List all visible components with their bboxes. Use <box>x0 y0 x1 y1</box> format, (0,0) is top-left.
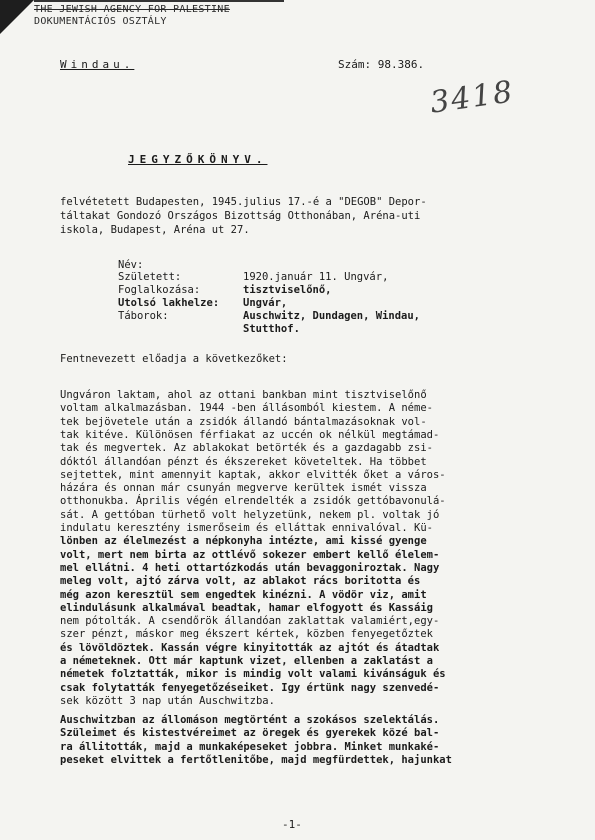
statement-intro: Fentnevezett előadja a következőket: <box>60 353 288 365</box>
field-label-born: Született: <box>118 271 182 283</box>
text-line: Ungváron laktam, ahol az ottani bankban mint tisztviselőnő <box>60 389 427 401</box>
intro-line: iskola, Budapest, Aréna ut 27. <box>60 224 250 236</box>
text-line: németek folztatták, mikor is mindig volt valami kivánságuk és <box>60 668 446 681</box>
field-value-residence: Ungvár, <box>243 297 288 309</box>
document-title: JEGYZŐKÖNYV. <box>128 153 268 166</box>
scan-top-edge <box>34 0 284 2</box>
text-line: tek bejövetele után a zsidók állandó bántalmazásoknak vol- <box>60 415 427 428</box>
text-line: házára és onnan már csunyán megverve kerültek ismét vissza <box>60 482 427 495</box>
text-line: indulatu keresztény ismerőseim és elláttak ennivalóval. Kü- <box>60 522 433 534</box>
page-number: -1- <box>282 818 302 831</box>
text-line: és lövöldöztek. Kassán végre kinyitották az ajtót és átadtak <box>60 641 440 654</box>
text-line: meleg volt, ajtó zárva volt, az ablakot rács boritotta és <box>60 575 421 588</box>
field-value-born: 1920.január 11. Ungvár, <box>243 271 389 283</box>
text-line: volt, mert nem birta az ottlévő sokezer embert kellő élelem- <box>60 548 440 561</box>
document-number: Szám: 98.386. <box>338 58 425 71</box>
text-line: Auschwitzban az állomáson megtörtént a szokásos szelektálás. <box>60 714 440 726</box>
text-line: peseket elvittek a fertőtlenitőbe, majd megfürdettek, hajunkat <box>60 753 452 766</box>
field-value-camps: Auschwitz, Dundagen, Windau, <box>243 310 421 322</box>
stamp-line-agency: THE JEWISH AGENCY FOR PALESTINE <box>34 4 230 15</box>
text-line: lönben az élelmezést a népkonyha intézte, ami kissé gyenge <box>60 535 427 548</box>
text-line: mel ellátni. 4 heti ottartózkodás után bevaggoniroztak. Nagy <box>60 561 440 574</box>
text-line: még azon keresztül sem engedtek kinézni. A vödör viz, amit <box>60 588 427 601</box>
text-line: ra állitották, majd a munkaképeseket jobbra. Minket munkaké- <box>60 740 440 753</box>
text-line: dóktól állandóan pénzt és ékszereket követeltek. Ha többet <box>60 455 427 468</box>
text-line: otthonukba. Április végén elrendelték a zsidók gettóbavonulá- <box>60 495 446 508</box>
handwritten-number: 3418 <box>427 74 517 121</box>
text-line: sek között 3 nap után Auschwitzba. <box>60 694 275 707</box>
text-line: voltam alkalmazásban. 1944 -ben állásomból kiestem. A néme- <box>60 402 433 415</box>
text-line: nem pótolták. A csendőrök állandóan zaklattak valamiért,egy- <box>60 615 440 628</box>
text-line: sejtettek, mint amennyit kaptak, akkor elvitték őket a város- <box>60 468 446 481</box>
field-label-name: Név: <box>118 259 144 271</box>
field-label-camps: Táborok: <box>118 310 169 322</box>
text-line: tak kitéve. Különösen férfiakat az uccén ok nélkül megtámad- <box>60 428 440 441</box>
archive-stamp <box>34 4 230 28</box>
field-value-occupation: tisztviselőnő, <box>243 284 332 296</box>
text-line: csak folytatták fenyegetőzéseiket. Igy értünk nagy szenvedé- <box>60 681 440 694</box>
text-line: sát. A gettóban türhető volt helyzetünk, nekem pl. voltak jó <box>60 508 440 521</box>
intro-line: felvétetett Budapesten, 1945.julius 17.-é a "DEGOB" Depor- <box>60 196 427 208</box>
text-line: elindulásunk alkalmával beadtak, hamar elfogyott és Kassáig <box>60 601 433 614</box>
scan-corner-shadow <box>0 0 34 34</box>
text-line: tak és megvertek. Az ablakokat betörték és a gazdagabb zsi- <box>60 442 433 455</box>
city-heading: Windau. <box>60 58 135 71</box>
text-line: szer pénzt, máskor meg ékszert kértek, közben fenyegetőztek <box>60 628 433 641</box>
field-label-occupation: Foglalkozása: <box>118 284 201 296</box>
text-line: Szüleimet és kistestvéreimet az öregek és gyerekek közé bal- <box>60 727 440 740</box>
intro-line: táltakat Gondozó Országos Bizottság Otthonában, Aréna-uti <box>60 210 421 222</box>
text-line: a németeknek. Ott már kaptunk vizet, ellenben a zaklatást a <box>60 655 433 667</box>
field-label-residence: Utolsó lakhelze: <box>118 297 220 309</box>
field-value-camps-cont: Stutthof. <box>243 323 300 335</box>
stamp-line-department: DOKUMENTÁCIÓS OSZTÁLY <box>34 16 167 27</box>
